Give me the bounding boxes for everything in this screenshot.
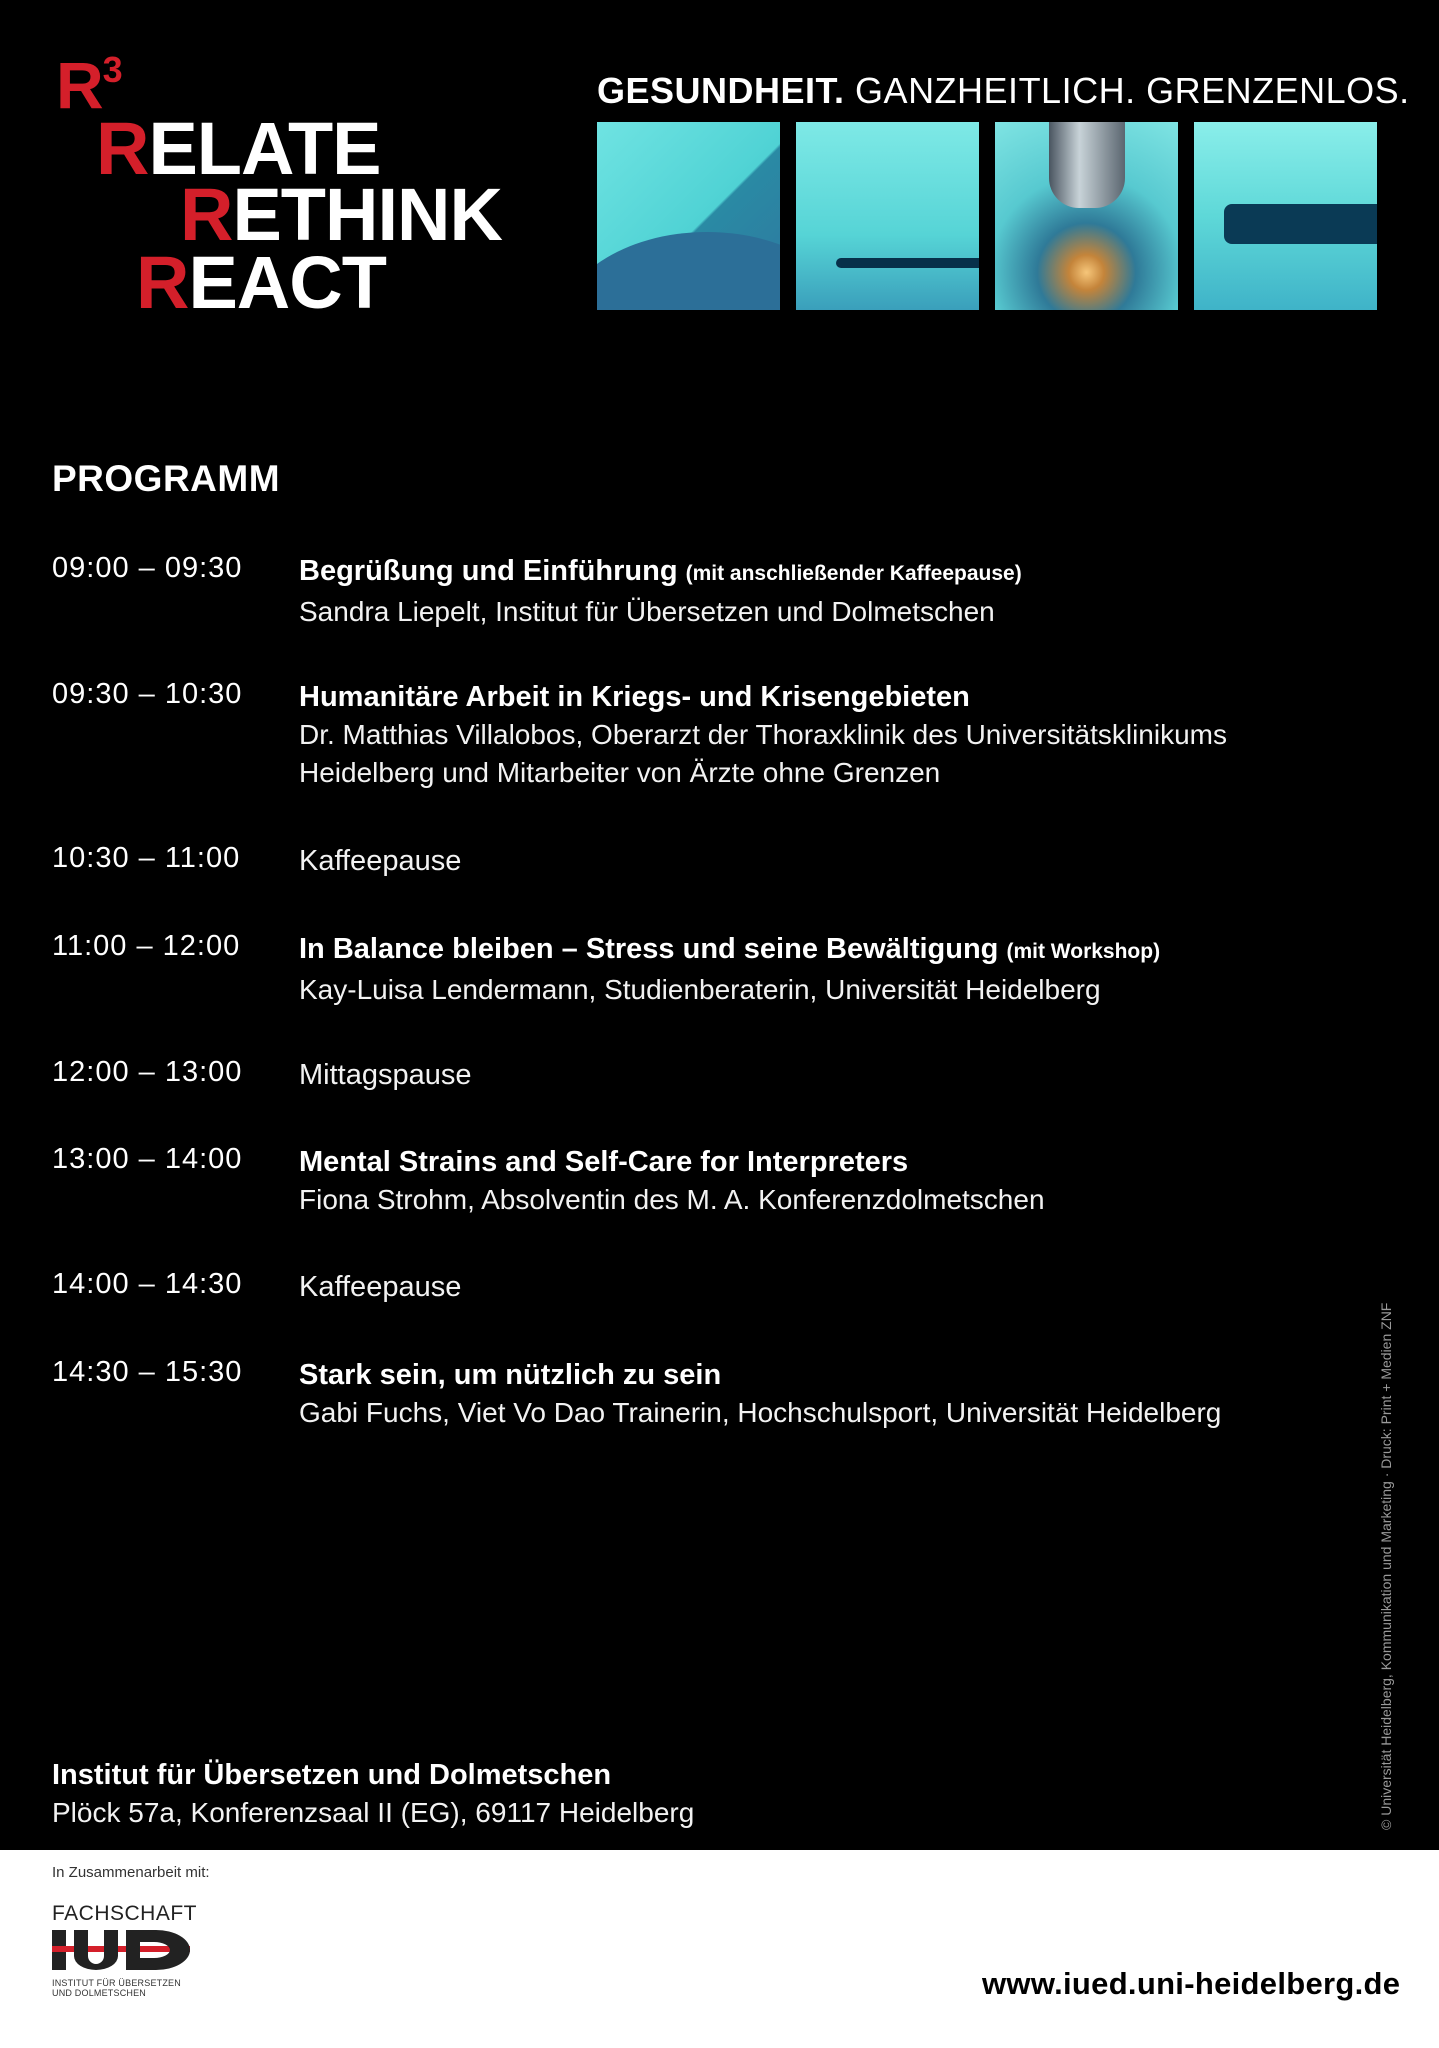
microscope-photo-2: [796, 122, 979, 310]
entry-time: 12:00 – 13:00: [52, 1056, 243, 1088]
entry-note: (mit Workshop): [1006, 940, 1161, 963]
microscope-photo-3: [995, 122, 1178, 310]
entry-title: In Balance bleiben – Stress und seine Bewältigung (mit Workshop): [299, 933, 1161, 965]
entry-time: 09:00 – 09:30: [52, 552, 243, 584]
logo-react: REACT: [136, 241, 386, 324]
partner-footer: [0, 1850, 1439, 2048]
entry-title: Humanitäre Arbeit in Kriegs- und Krisengebieten: [299, 681, 970, 713]
entry-time: 14:00 – 14:30: [52, 1268, 243, 1300]
microscope-photo-4: [1194, 122, 1377, 310]
entry-time: 11:00 – 12:00: [52, 930, 241, 962]
website-url: www.iued.uni-heidelberg.de: [982, 1966, 1401, 2001]
header-photo-strip: [597, 122, 1377, 310]
entry-speaker: Kay-Luisa Lendermann, Studienberaterin, Universität Heidelberg: [299, 974, 1101, 1005]
entry-speaker: Dr. Matthias Villalobos, Oberarzt der Thoraxklinik des Universitätsklinikums: [299, 719, 1227, 750]
entry-time: 14:30 – 15:30: [52, 1356, 243, 1388]
entry-title: Mental Strains and Self-Care for Interpreters: [299, 1146, 909, 1178]
venue-block: [52, 1756, 694, 1832]
cooperation-label: In Zusammenarbeit mit:: [52, 1864, 210, 1881]
entry-title: Begrüßung und Einführung (mit anschließender Kaffeepause): [299, 555, 1022, 587]
entry-speaker: Fiona Strohm, Absolventin des M. A. Konferenzdolmetschen: [299, 1184, 1045, 1215]
r3-superscript: 3: [102, 49, 122, 90]
logo-rethink: RETHINK: [180, 173, 502, 256]
entry-time: 13:00 – 14:00: [52, 1143, 243, 1175]
entry-speaker-cont: Heidelberg und Mitarbeiter von Ärzte ohne Grenzen: [299, 757, 941, 788]
iud-letters-icon: [52, 1928, 190, 1972]
venue-institute: Institut für Übersetzen und Dolmetschen: [52, 1759, 612, 1791]
entry-break: Kaffeepause: [299, 845, 462, 877]
entry-title: Stark sein, um nützlich zu sein: [299, 1359, 722, 1391]
logo-relate: RELATE: [96, 107, 381, 190]
program-heading: PROGRAMM: [52, 458, 281, 499]
entry-break: Mittagspause: [299, 1059, 472, 1091]
entry-break: Kaffeepause: [299, 1271, 462, 1303]
microscope-photo-1: [597, 122, 780, 310]
tagline: GESUNDHEIT. GANZHEITLICH. GRENZENLOS.: [597, 70, 1410, 111]
venue-address: Plöck 57a, Konferenzsaal II (EG), 69117 Heidelberg: [52, 1797, 695, 1828]
fachschaft-iud-logo: FACHSCHAFT INSTITUT FÜR ÜBERSETZEN UND DOLMETSCHEN: [52, 1902, 198, 1998]
entry-speaker: Gabi Fuchs, Viet Vo Dao Trainerin, Hochschulsport, Universität Heidelberg: [299, 1397, 1222, 1428]
r3-letter: R: [56, 48, 103, 122]
entry-note: (mit anschließender Kaffeepause): [685, 562, 1022, 585]
entry-speaker: Sandra Liepelt, Institut für Übersetzen und Dolmetschen: [299, 596, 995, 627]
copyright-note: © Universität Heidelberg, Kommunikation und Marketing · Druck: Print + Medien ZNF: [1378, 1302, 1394, 1830]
entry-time: 10:30 – 11:00: [52, 842, 241, 874]
entry-time: 09:30 – 10:30: [52, 678, 243, 710]
